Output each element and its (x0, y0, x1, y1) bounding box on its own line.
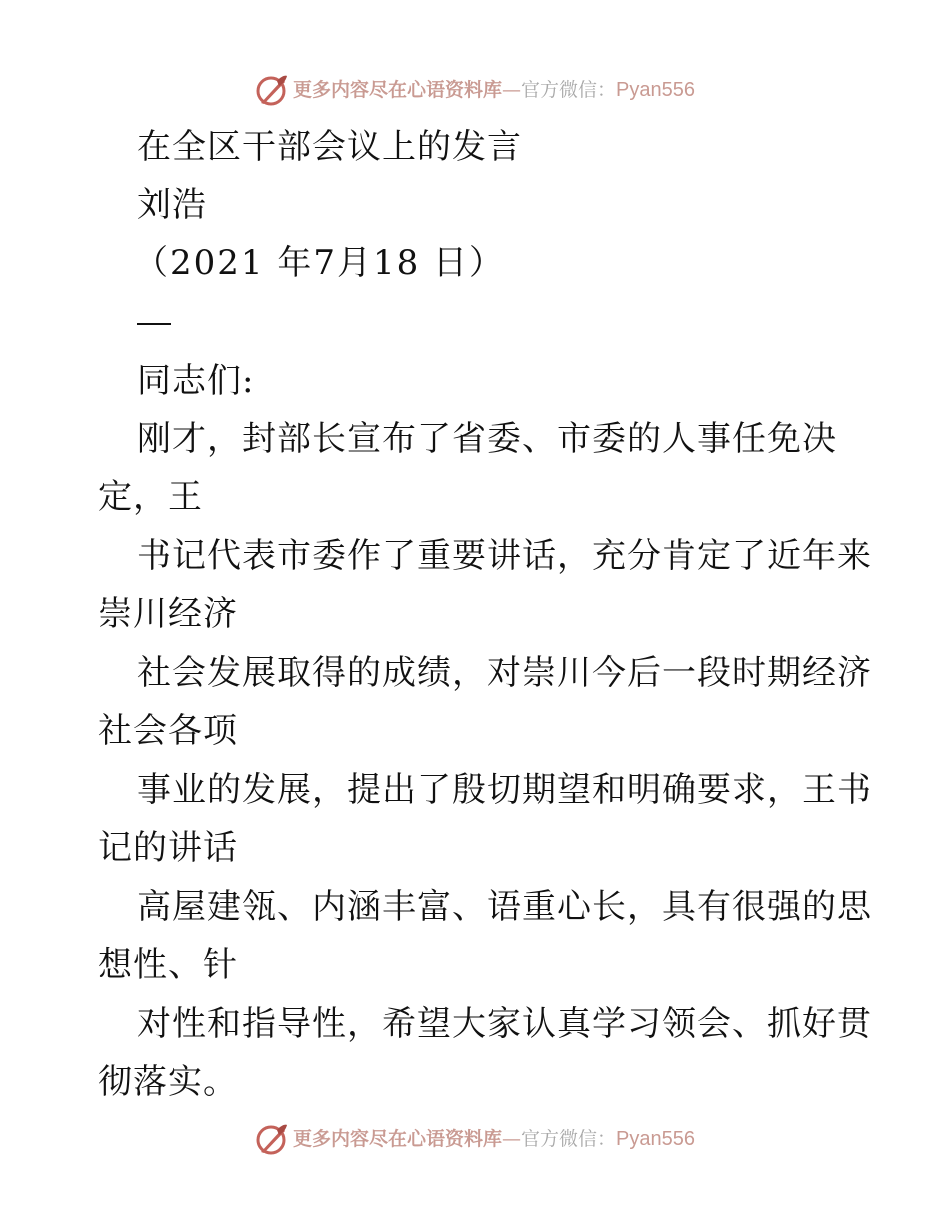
watermark-dash: — (502, 79, 522, 101)
paragraph-line: 刚才，封部长宣布了省委、市委的人事任免决 (137, 419, 837, 459)
paragraph-line: 记的讲话 (98, 828, 238, 868)
document-author: 刘浩 (137, 185, 207, 225)
paragraph-line: 崇川经济 (98, 594, 238, 634)
document-title: 在全区干部会议上的发言 (137, 127, 522, 167)
separator-dash (137, 323, 171, 325)
footer-watermark (0, 1119, 950, 1159)
paragraph-line: 想性、针 (98, 945, 238, 985)
watermark-text: 更多内容尽在心语资料库 (293, 1128, 503, 1150)
watermark-text: 更多内容尽在心语资料库 (293, 79, 503, 101)
paragraph-line: 定，王 (98, 477, 203, 517)
paragraph-line: 事业的发展，提出了殷切期望和明确要求，王书 (137, 770, 872, 810)
document-date: （2021 年7月18 日） (134, 243, 506, 283)
paragraph-line: 书记代表市委作了重要讲话，充分肯定了近年来 (137, 536, 872, 576)
watermark-wechat-id: Pyan556 (616, 79, 695, 101)
watermark-official-label: 官方微信： (521, 79, 617, 101)
header-watermark (0, 70, 950, 110)
paragraph-line: 社会各项 (98, 711, 238, 751)
paragraph-line: 彻落实。 (98, 1062, 238, 1102)
watermark-dash: — (502, 1128, 522, 1150)
paragraph-line: 社会发展取得的成绩，对崇川今后一段时期经济 (137, 653, 872, 693)
watermark-official-label: 官方微信： (521, 1128, 617, 1150)
quill-circle-icon (255, 73, 289, 107)
paragraph-line: 对性和指导性，希望大家认真学习领会、抓好贯 (137, 1004, 872, 1044)
document-salutation: 同志们: (137, 361, 255, 401)
quill-circle-icon (255, 1122, 289, 1156)
paragraph-line: 高屋建瓴、内涵丰富、语重心长，具有很强的思 (137, 887, 872, 927)
watermark-wechat-id: Pyan556 (616, 1128, 695, 1150)
